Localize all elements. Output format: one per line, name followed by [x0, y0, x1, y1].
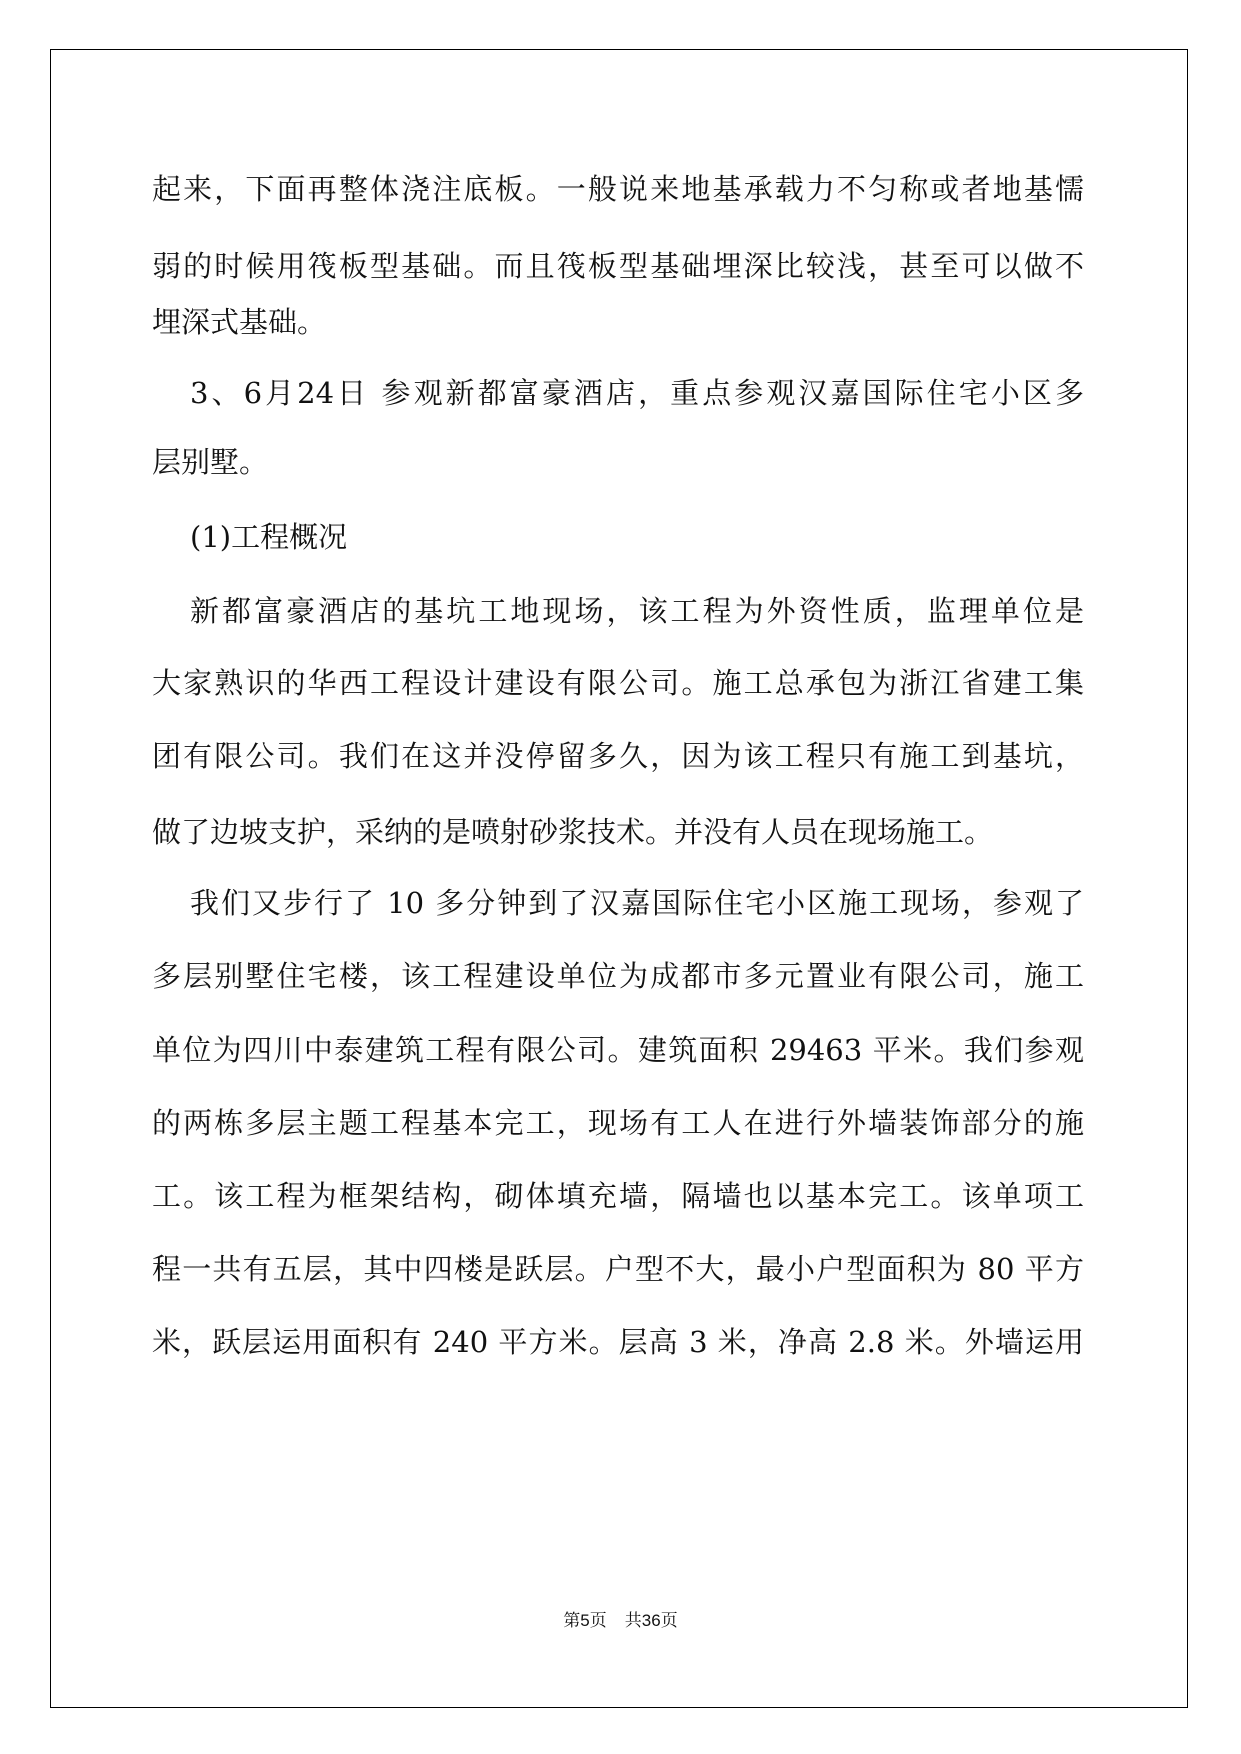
total-prefix: 共	[624, 1611, 642, 1631]
body-line: 做了边坡支护，采纳的是喷射砂浆技术。并没有人员在现场施工。	[152, 815, 994, 849]
page-frame	[50, 49, 1188, 1708]
body-line: 我们又步行了 10 多分钟到了汉嘉国际住宅小区施工现场，参观了	[190, 886, 1084, 920]
body-line: 弱的时候用筏板型基础。而且筏板型基础埋深比较浅，甚至可以做不	[152, 249, 1084, 283]
section-heading-line: 3、6月24日 参观新都富豪酒店，重点参观汉嘉国际住宅小区多	[190, 376, 1084, 410]
body-line: 埋深式基础。	[152, 305, 327, 339]
body-line: 大家熟识的华西工程设计建设有限公司。施工总承包为浙江省建工集	[152, 666, 1084, 700]
page-suffix: 页	[589, 1611, 607, 1631]
body-line: 的两栋多层主题工程基本完工，现场有工人在进行外墙装饰部分的施	[152, 1106, 1084, 1140]
body-line: 多层别墅住宅楼，该工程建设单位为成都市多元置业有限公司，施工	[152, 959, 1084, 993]
page-number: 5	[580, 1611, 590, 1630]
body-line: 程一共有五层，其中四楼是跃层。户型不大，最小户型面积为 80 平方	[152, 1252, 1084, 1286]
body-line: 团有限公司。我们在这并没停留多久，因为该工程只有施工到基坑，	[152, 739, 1084, 773]
total-pages: 36	[641, 1611, 661, 1630]
section-heading-line: 层别墅。	[152, 445, 269, 479]
body-line: 米，跃层运用面积有 240 平方米。层高 3 米，净高 2.8 米。外墙运用	[152, 1325, 1084, 1359]
body-line: 起来，下面再整体浇注底板。一般说来地基承载力不匀称或者地基懦	[152, 172, 1084, 206]
body-line: 工。该工程为框架结构，砌体填充墙，隔墙也以基本完工。该单项工	[152, 1179, 1084, 1213]
page-prefix: 第	[563, 1611, 581, 1631]
subsection-heading: (1)工程概况	[190, 520, 348, 554]
body-line: 单位为四川中泰建筑工程有限公司。建筑面积 29463 平米。我们参观	[152, 1033, 1084, 1067]
total-suffix: 页	[660, 1611, 678, 1631]
page-footer	[0, 1606, 1241, 1631]
body-line: 新都富豪酒店的基坑工地现场，该工程为外资性质，监理单位是	[190, 594, 1084, 628]
